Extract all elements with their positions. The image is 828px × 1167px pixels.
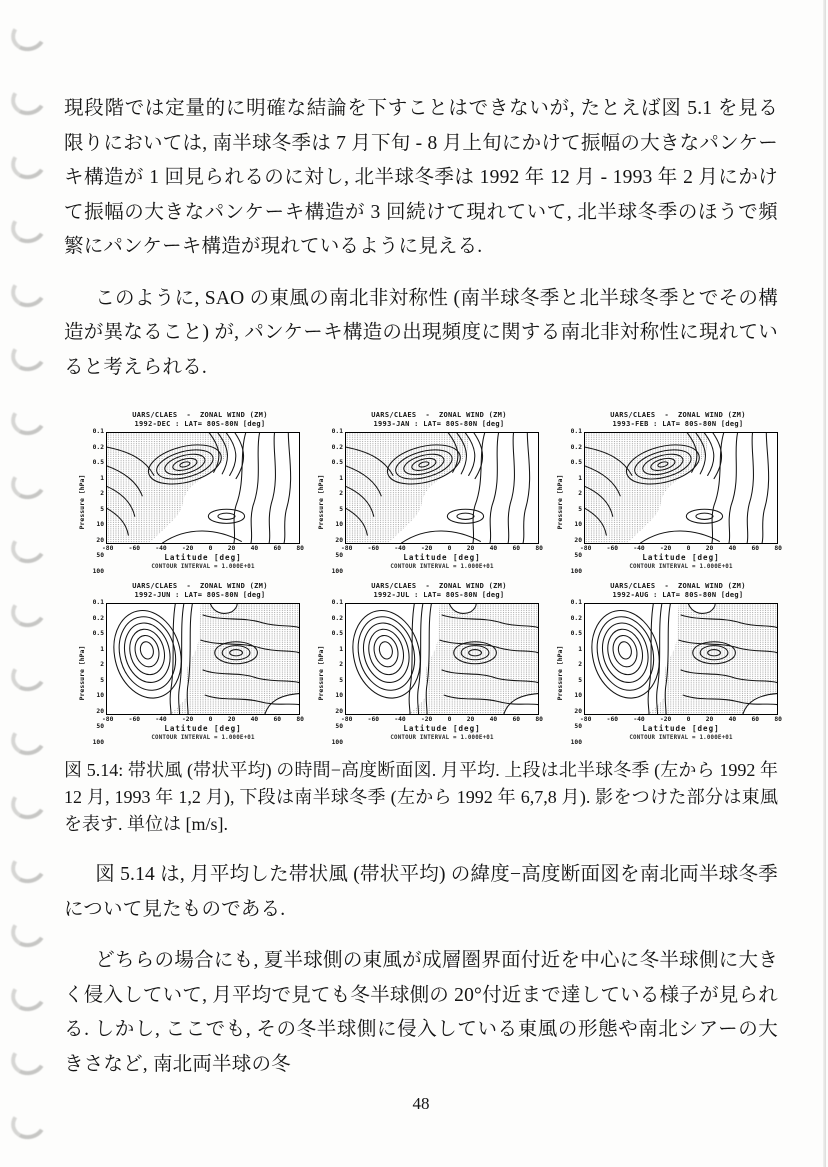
tick-label: 100 (570, 738, 582, 746)
tick-label: -80 (580, 545, 592, 552)
binding-hole-icon (8, 848, 49, 887)
panel-subtitle: 1993-JAN : LAT= 80S-80N [deg] (373, 420, 505, 428)
tick-label: 2 (578, 490, 582, 498)
tick-label: 10 (335, 521, 343, 529)
x-axis-ticks (341, 545, 543, 553)
tick-label: 0.2 (570, 443, 582, 451)
tick-label: 50 (96, 552, 104, 560)
paragraph-1: 現段階では定量的に明確な結論を下すことはできないが, たとえば図 5.1 を見る限りにおいては, 南半球冬季は 7 月下旬 - 8 月上旬にかけて振幅の大きなパンケーキ構造が 1 回見られるのに対し, 北半球冬季は 1992 年 12 月 - 1993 年 2 月にかけて振幅の大きなパンケーキ構造が 3 回続けて現れていて, 北半球冬季のほうで頻繁にパンケーキ構造が現れているように見える. (64, 98, 778, 257)
tick-label: 40 (250, 716, 259, 723)
x-axis-ticks (580, 545, 782, 553)
figure-row-top (76, 411, 782, 575)
tick-label: 1 (100, 474, 104, 482)
binding-hole-icon (8, 80, 49, 119)
tick-label: 40 (728, 716, 737, 723)
y-axis-ticks (326, 429, 345, 575)
tick-label: -20 (420, 545, 433, 552)
x-axis-ticks (102, 545, 304, 553)
contour-interval-note: CONTOUR INTERVAL = 1.000E+01 (629, 735, 733, 741)
binding-hole-icon (8, 464, 49, 503)
tick-label: -60 (367, 716, 380, 723)
tick-label: -60 (606, 716, 619, 723)
tick-label: -20 (659, 545, 672, 552)
tick-label: 0.5 (331, 459, 343, 467)
tick-label: 1 (578, 474, 582, 482)
contour-interval-note: CONTOUR INTERVAL = 1.000E+01 (151, 564, 255, 570)
tick-label: 10 (574, 521, 582, 529)
tick-label: 0.5 (331, 630, 343, 638)
tick-label: 40 (728, 545, 737, 552)
x-axis-label: Latitude [deg] (403, 553, 481, 562)
x-axis-label: Latitude [deg] (403, 724, 481, 733)
tick-label: 80 (774, 716, 782, 723)
contour-panel-1992-dec (76, 411, 304, 575)
tick-label: 2 (578, 661, 582, 669)
tick-label: 2 (339, 661, 343, 669)
binding-hole-icon (8, 336, 49, 375)
binding-hole-icon (8, 976, 49, 1015)
tick-label: 0.1 (570, 599, 582, 606)
binding-holes (11, 20, 46, 1167)
tick-label: 0.5 (92, 459, 104, 467)
tick-label: 1 (339, 645, 343, 653)
tick-label: 40 (489, 716, 498, 723)
tick-label: 50 (574, 552, 582, 560)
tick-label: -80 (341, 545, 353, 552)
contour-interval-note: CONTOUR INTERVAL = 1.000E+01 (390, 564, 494, 570)
tick-label: 100 (92, 567, 104, 575)
y-axis-label: Pressure [hPa] (77, 645, 86, 701)
tick-label: 2 (339, 490, 343, 498)
tick-label: 60 (273, 716, 282, 723)
contour-panel-1992-jul (315, 582, 543, 746)
tick-label: 0 (208, 716, 213, 723)
tick-label: 0 (686, 545, 691, 552)
binding-hole-icon (8, 272, 49, 311)
tick-label: 5 (100, 676, 104, 684)
tick-label: 50 (335, 552, 343, 560)
tick-label: 0.2 (331, 614, 343, 622)
tick-label: 5 (339, 676, 343, 684)
tick-label: 0.1 (570, 428, 582, 435)
tick-label: 20 (574, 536, 582, 544)
tick-label: 60 (512, 716, 521, 723)
tick-label: 50 (574, 723, 582, 731)
panel-title: UARS/CLAES - ZONAL WIND (ZM) (371, 411, 507, 419)
tick-label: -20 (181, 545, 194, 552)
paragraph-3: 図 5.14 は, 月平均した帯状風 (帯状平均) の緯度−高度断面図を南北両半球冬季について見たものである. (64, 864, 778, 920)
panel-title: UARS/CLAES - ZONAL WIND (ZM) (132, 411, 268, 419)
tick-label: -80 (102, 545, 114, 552)
figure-row-bottom (76, 582, 782, 746)
binding-hole-icon (8, 784, 49, 823)
tick-label: 5 (339, 505, 343, 513)
binding-hole-icon (8, 1104, 49, 1143)
tick-label: 0.2 (570, 614, 582, 622)
y-axis-label: Pressure [hPa] (316, 645, 325, 701)
contour-plot (345, 603, 539, 715)
y-axis-ticks (87, 429, 106, 575)
tick-label: 0 (686, 716, 691, 723)
tick-label: 1 (100, 645, 104, 653)
tick-label: 20 (335, 707, 343, 715)
y-axis-ticks (87, 600, 106, 746)
tick-label: -60 (367, 545, 380, 552)
tick-label: 80 (535, 545, 543, 552)
tick-label: 10 (96, 521, 104, 529)
tick-label: 0.1 (331, 599, 343, 606)
tick-label: 80 (774, 545, 782, 552)
tick-label: 10 (96, 692, 104, 700)
tick-label: 60 (512, 545, 521, 552)
x-axis-ticks (580, 716, 782, 724)
tick-label: 80 (296, 716, 304, 723)
tick-label: 100 (331, 738, 343, 746)
tick-label: 0.1 (331, 428, 343, 435)
tick-label: 100 (570, 567, 582, 575)
tick-label: 20 (466, 716, 475, 723)
tick-label: 20 (227, 545, 236, 552)
paragraph-2: このように, SAO の東風の南北非対称性 (南半球冬季と北半球冬季とでその構造が異なること) が, パンケーキ構造の出現頻度に関する南北非対称性に現れていると考えられる. (64, 287, 778, 378)
tick-label: 0.5 (570, 459, 582, 467)
tick-label: 80 (535, 716, 543, 723)
binding-hole-icon (8, 912, 49, 951)
contour-plot (584, 432, 778, 544)
tick-label: 60 (751, 716, 760, 723)
tick-label: 0 (447, 545, 452, 552)
tick-label: 50 (335, 723, 343, 731)
tick-label: -20 (181, 716, 194, 723)
tick-label: 0 (447, 716, 452, 723)
contour-plot (345, 432, 539, 544)
panel-subtitle: 1993-FEB : LAT= 80S-80N [deg] (612, 420, 744, 428)
x-axis-label: Latitude [deg] (164, 553, 242, 562)
binding-hole-icon (8, 720, 49, 759)
contour-plot (584, 603, 778, 715)
y-axis-label: Pressure [hPa] (316, 474, 325, 530)
tick-label: 60 (273, 545, 282, 552)
y-axis-label: Pressure [hPa] (77, 474, 86, 530)
tick-label: -60 (606, 545, 619, 552)
tick-label: 20 (705, 716, 714, 723)
figure-caption: 図 5.14: 帯状風 (帯状平均) の時間−高度断面図. 月平均. 上段は北半球冬季 (左から 1992 年 12 月, 1993 年 1,2 月), 下段は南半球冬季 (左から 1992 年 6,7,8 月). 影をつけた部分は東風を表す. 単位は [m/s]. (64, 760, 778, 834)
binding-hole-icon (8, 592, 49, 631)
tick-label: -40 (155, 716, 167, 723)
tick-label: -40 (394, 545, 406, 552)
tick-label: 5 (578, 505, 582, 513)
contour-plot (106, 603, 300, 715)
tick-label: 20 (574, 707, 582, 715)
tick-label: 0.1 (92, 599, 104, 606)
tick-label: -40 (394, 716, 406, 723)
tick-label: -40 (633, 716, 645, 723)
tick-label: -40 (633, 545, 645, 552)
tick-label: -20 (659, 716, 672, 723)
tick-label: -80 (341, 716, 353, 723)
tick-label: 0 (208, 545, 213, 552)
tick-label: 20 (466, 545, 475, 552)
binding-hole-icon (8, 1040, 49, 1079)
tick-label: 2 (100, 490, 104, 498)
tick-label: -60 (128, 545, 141, 552)
binding-hole-icon (8, 528, 49, 567)
x-axis-ticks (341, 716, 543, 724)
y-axis-label: Pressure [hPa] (555, 474, 564, 530)
x-axis-label: Latitude [deg] (164, 724, 242, 733)
contour-panel-1993-feb (554, 411, 782, 575)
panel-subtitle: 1992-AUG : LAT= 80S-80N [deg] (612, 591, 744, 599)
contour-interval-note: CONTOUR INTERVAL = 1.000E+01 (629, 564, 733, 570)
tick-label: 40 (250, 545, 259, 552)
tick-label: -60 (128, 716, 141, 723)
y-axis-ticks (565, 429, 584, 575)
contour-interval-note: CONTOUR INTERVAL = 1.000E+01 (151, 735, 255, 741)
panel-subtitle: 1992-DEC : LAT= 80S-80N [deg] (134, 420, 266, 428)
x-axis-ticks (102, 716, 304, 724)
tick-label: 100 (92, 738, 104, 746)
y-axis-label: Pressure [hPa] (555, 645, 564, 701)
paragraph-4: どちらの場合にも, 夏半球側の東風が成層圏界面付近を中心に冬半球側に大きく侵入していて, 月平均で見ても冬半球側の 20°付近まで達している様子が見られる. しかし, ここでも, その冬半球側に侵入している東風の形態や南北シアーの大きさなど, 南北両半球の冬 (64, 950, 778, 1075)
contour-panel-1992-jun (76, 582, 304, 746)
tick-label: -20 (420, 716, 433, 723)
panel-title: UARS/CLAES - ZONAL WIND (ZM) (132, 582, 268, 590)
panel-title: UARS/CLAES - ZONAL WIND (ZM) (610, 582, 746, 590)
contour-panel-1992-aug (554, 582, 782, 746)
panel-subtitle: 1992-JUL : LAT= 80S-80N [deg] (373, 591, 505, 599)
tick-label: 20 (96, 536, 104, 544)
panel-title: UARS/CLAES - ZONAL WIND (ZM) (371, 582, 507, 590)
tick-label: 0.2 (92, 443, 104, 451)
panel-title: UARS/CLAES - ZONAL WIND (ZM) (610, 411, 746, 419)
contour-plot (106, 432, 300, 544)
tick-label: 0.2 (331, 443, 343, 451)
page-content (64, 0, 782, 1114)
tick-label: 5 (578, 676, 582, 684)
page-number: 48 (412, 1094, 430, 1113)
contour-panel-1993-jan (315, 411, 543, 575)
figure-5-14 (64, 411, 782, 838)
tick-label: 10 (574, 692, 582, 700)
tick-label: 1 (578, 645, 582, 653)
x-axis-label: Latitude [deg] (642, 553, 720, 562)
tick-label: -80 (580, 716, 592, 723)
tick-label: 20 (227, 716, 236, 723)
tick-label: 60 (751, 545, 760, 552)
tick-label: 40 (489, 545, 498, 552)
tick-label: 0.1 (92, 428, 104, 435)
tick-label: 1 (339, 474, 343, 482)
y-axis-ticks (565, 600, 584, 746)
tick-label: 0.5 (570, 630, 582, 638)
tick-label: 10 (335, 692, 343, 700)
x-axis-label: Latitude [deg] (642, 724, 720, 733)
binding-hole-icon (8, 16, 49, 55)
binding-hole-icon (8, 656, 49, 695)
tick-label: 20 (96, 707, 104, 715)
tick-label: 2 (100, 661, 104, 669)
tick-label: -40 (155, 545, 167, 552)
contour-interval-note: CONTOUR INTERVAL = 1.000E+01 (390, 735, 494, 741)
tick-label: 20 (335, 536, 343, 544)
tick-label: 20 (705, 545, 714, 552)
binding-hole-icon (8, 208, 49, 247)
tick-label: 100 (331, 567, 343, 575)
tick-label: 0.2 (92, 614, 104, 622)
tick-label: 0.5 (92, 630, 104, 638)
figure-panel-grid (64, 411, 782, 746)
tick-label: 5 (100, 505, 104, 513)
tick-label: 50 (96, 723, 104, 731)
tick-label: -80 (102, 716, 114, 723)
panel-subtitle: 1992-JUN : LAT= 80S-80N [deg] (134, 591, 266, 599)
binding-hole-icon (8, 144, 49, 183)
y-axis-ticks (326, 600, 345, 746)
binding-hole-icon (8, 400, 49, 439)
tick-label: 80 (296, 545, 304, 552)
